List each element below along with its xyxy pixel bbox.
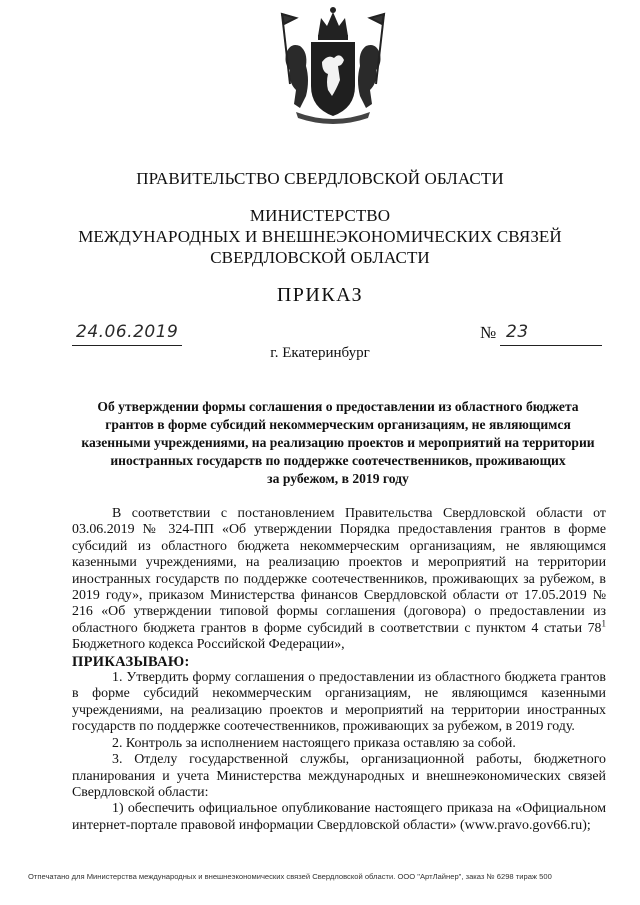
government-title: ПРАВИТЕЛЬСТВО СВЕРДЛОВСКОЙ ОБЛАСТИ [136,169,504,188]
subject-line-5: за рубежом, в 2019 году [267,471,409,486]
orders-word: ПРИКАЗЫВАЮ: [72,653,190,670]
ministry-line-3: СВЕРДЛОВСКОЙ ОБЛАСТИ [210,248,430,267]
number-field [500,322,602,346]
subject-line-3: казенными учреждениями, на реализацию проектов и мероприятий на территории [81,435,595,450]
article-superscript: 1 [601,618,606,629]
subject-line-1: Об утверждении формы соглашения о предоставлении из областного бюджета [97,399,579,414]
ministry-line-1: МИНИСТЕРСТВО [249,206,391,225]
preamble-paragraph [72,506,606,654]
item-3: 3. Отделу государственной службы, организационной работы, бюджетного планирования и учета Министерства международных и внешнеэкономических связей Свердловской области: [72,752,606,800]
preamble-text-b: Бюджетного кодекса Российской Федерации», [72,637,345,653]
item-2: 2. Контроль за исполнением настоящего приказа оставляю за собой. [112,735,516,751]
handwritten-number: 23 [506,322,529,342]
coat-of-arms-emblem [276,4,390,124]
ministry-title [0,205,640,268]
subject-line-4: иностранных государств по поддержке соотечественников, проживающих [110,453,566,468]
print-footer-note: Отпечатано для Министерства международных и внешнеэкономических связей Свердловской области. ООО "АртЛайнер", заказ № 6298 тираж 500 [28,872,552,881]
ministry-line-2: МЕЖДУНАРОДНЫХ И ВНЕШНЕЭКОНОМИЧЕСКИХ СВЯЗЕЙ [78,227,562,246]
order-subject [72,398,604,488]
handwritten-date: 24.06.2019 [76,322,179,342]
number-label: № [480,323,497,342]
order-body [72,506,606,834]
item-3-sub-1: 1) обеспечить официальное опубликование настоящего приказа на «Официальном интернет-портале правовой информации Свердловской области» (www.pravo.gov66.ru); [72,801,606,833]
city-line: г. Екатеринбург [270,345,370,361]
subject-line-2: грантов в форме субсидий некоммерческим организациям, не являющимся [105,417,571,432]
crown-icon [318,7,348,40]
document-type-title: ПРИКАЗ [276,284,364,306]
date-field [72,322,182,346]
preamble-text-a: В соответствии с постановлением Правительства Свердловской области от 03.06.2019 № 324-ПП «Об утверждении Порядка предоставления грантов в форме субсидий из областного бюджета некоммерческим организациям, не являющимся казенными учреждениями, на реализацию проектов и мероприятий на территории иностранных государств по поддержке соотечественников, проживающих за рубежом, в 2019 году», приказом Министерства финансов Свердловской области от 17.05.2019 № 216 «Об утверждении типовой формы соглашения (договора) о предоставлении из областного бюджета грантов в форме субсидий в соответствии с пунктом 4 статьи 78 [72,506,606,636]
item-1: 1. Утвердить форму соглашения о предоставлении из областного бюджета грантов в форме субсидий некоммерческим организациям, не являющимся казенными учреждениями, на реализацию проектов и мероприятий на территории иностранных государств по поддержке соотечественников, проживающих за рубежом, в 2019 году. [72,670,606,735]
